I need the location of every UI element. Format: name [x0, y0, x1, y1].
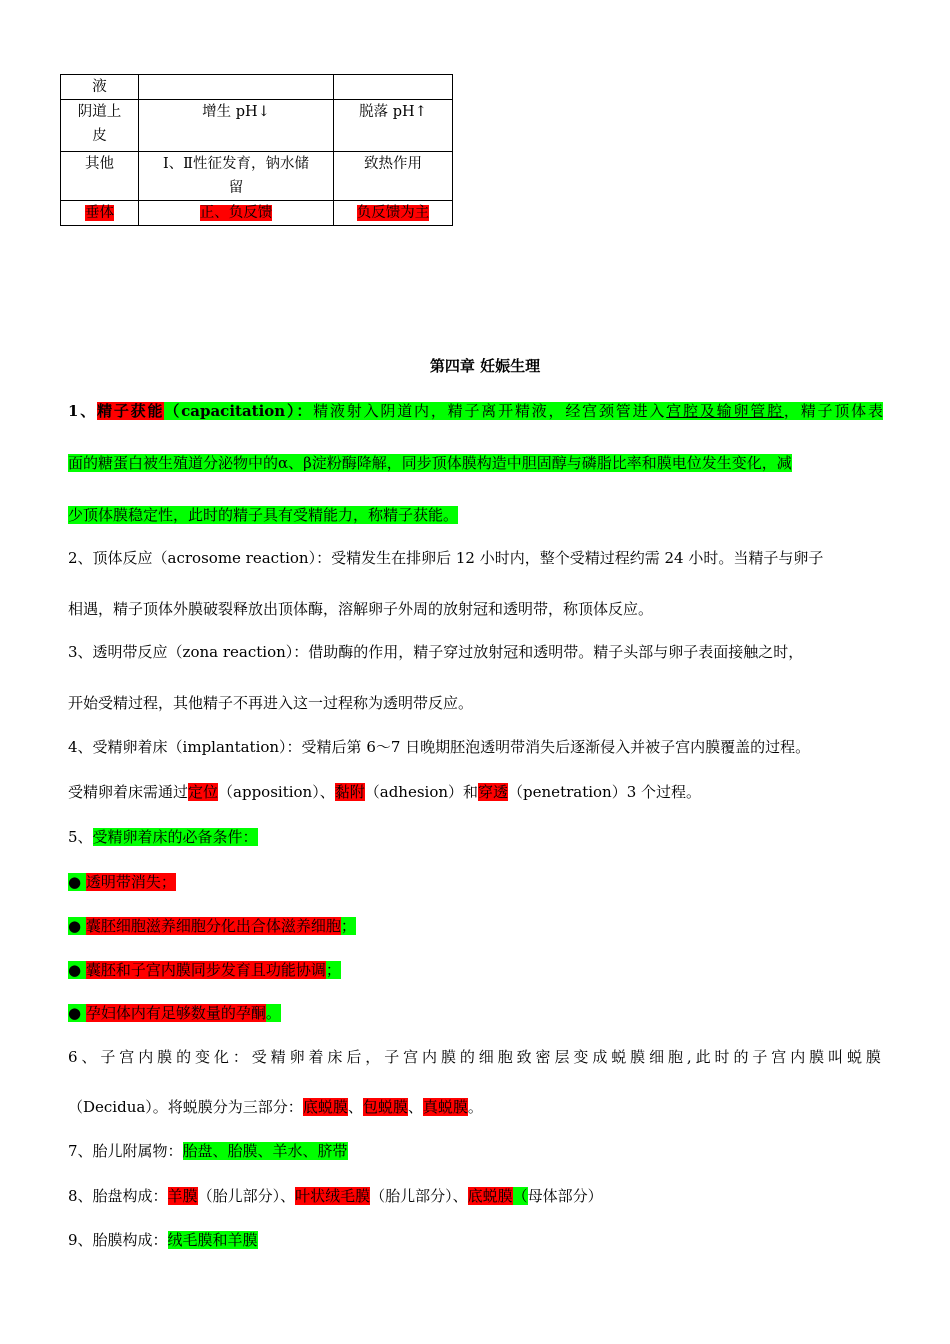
highlighted-text: 底蜕膜	[467, 1187, 513, 1205]
text: 、	[407, 1098, 423, 1116]
table-cell	[61, 100, 139, 152]
highlighted-text: 胎盘、胎膜、羊水、脐带	[182, 1142, 348, 1160]
text: 、	[347, 1098, 363, 1116]
underlined-text: 宫腔及输卵管腔	[666, 402, 784, 420]
table-cell: 脱落 pH↑	[334, 100, 453, 152]
table-cell: 增生 pH↓	[139, 100, 334, 152]
cell-line: 阴道上	[77, 104, 122, 120]
text: 。	[265, 1004, 281, 1022]
text: ；	[325, 961, 341, 979]
highlighted-text: 透明带消失；	[85, 873, 176, 891]
text: （胎儿部分）、	[197, 1187, 296, 1205]
text: （Decidua）。将蜕膜分为三部分：	[68, 1098, 303, 1116]
item-3-line-2: 开始受精过程，其他精子不再进入这一过程称为透明带反应。	[68, 694, 474, 712]
term-english: （capacitation）：	[164, 402, 314, 420]
text: 受精卵着床需通过	[68, 783, 189, 801]
highlighted-text: 叶状绒毛膜	[295, 1187, 371, 1205]
item-1-line-3	[68, 504, 883, 525]
item-7	[68, 1140, 883, 1161]
bullet-icon: ●	[68, 961, 82, 979]
highlighted-text: 孕妇体内有足够数量的孕酮	[85, 1004, 266, 1022]
item-4-line-2	[68, 781, 883, 802]
item-number: 5、	[68, 828, 93, 846]
item-6-line-1: 6、子宫内膜的变化：受精卵着床后，子宫内膜的细胞致密层变成蜕膜细胞,此时的子宫内膜叫蜕膜	[68, 1048, 883, 1066]
bullet-icon: ●	[68, 1004, 82, 1022]
highlighted-text: 囊胚和子宫内膜同步发育且功能协调	[85, 961, 326, 979]
highlighted-text: 正、负反馈	[199, 205, 273, 221]
highlighted-text: 穿透	[478, 783, 509, 801]
table-row	[61, 75, 453, 100]
item-6-line-2	[68, 1096, 883, 1117]
table-cell	[139, 201, 334, 226]
text: 精液射入阴道内，精子离开精液，经宫颈管进入	[313, 402, 667, 420]
highlighted-text: 负反馈为主	[356, 205, 430, 221]
item-4-line-1: 4、受精卵着床（implantation）：受精后第 6～7 日晚期胚泡透明带消失后逐渐侵入并被子宫内膜覆盖的过程。	[68, 738, 811, 756]
highlighted-text: 羊膜	[167, 1187, 198, 1205]
table-row	[61, 152, 453, 201]
bullet-item	[68, 1002, 883, 1023]
table-cell	[334, 201, 453, 226]
highlighted-text: 黏附	[334, 783, 365, 801]
text: （adhesion）和	[364, 783, 479, 801]
table-cell	[139, 152, 334, 201]
highlighted-text: 定位	[188, 783, 219, 801]
highlighted-text: 绒毛膜和羊膜	[167, 1231, 258, 1249]
item-1-line-2	[68, 452, 883, 473]
chapter-title: 第四章 妊娠生理	[429, 357, 541, 375]
item-1-line-1	[68, 400, 883, 421]
cell-line: Ⅰ、Ⅱ性征发育，钠水储	[162, 156, 310, 172]
text: ；	[340, 917, 356, 935]
text: 面的糖蛋白被生殖道分泌物中的α、β淀粉酶降解，同步顶体膜构造中胆固醇与磷脂比率和膜电位发生变化，减	[68, 454, 792, 472]
bullet-item	[68, 915, 883, 936]
highlighted-text: 受精卵着床的必备条件：	[92, 828, 258, 846]
text: 。	[467, 1098, 483, 1116]
text: ，精子顶体表	[783, 402, 883, 420]
highlighted-text: 包蜕膜	[362, 1098, 408, 1116]
highlighted-text: 底蜕膜	[302, 1098, 348, 1116]
term-highlight: 精子获能	[97, 402, 165, 420]
text: （胎儿部分）、	[370, 1187, 468, 1205]
text: （apposition）、	[218, 783, 335, 801]
item-5-heading	[68, 826, 883, 847]
highlighted-text: 真蜕膜	[422, 1098, 468, 1116]
item-number: 1、	[68, 402, 98, 420]
table-row	[61, 100, 453, 152]
table-cell	[334, 75, 453, 100]
item-2-line-1: 2、顶体反应（acrosome reaction）：受精发生在排卵后 12 小时内，整个受精过程约需 24 小时。当精子与卵子	[68, 549, 824, 567]
table-cell	[139, 75, 334, 100]
text: 母体部分）	[527, 1187, 603, 1205]
cell-line: 皮	[92, 128, 107, 144]
table-cell: 液	[61, 75, 139, 100]
table-row	[61, 201, 453, 226]
table-cell: 其他	[61, 152, 139, 201]
table-cell	[61, 201, 139, 226]
highlighted-text: 囊胚细胞滋养细胞分化出合体滋养细胞	[85, 917, 341, 935]
text: 7、胎儿附属物：	[68, 1142, 183, 1160]
bullet-item	[68, 959, 883, 980]
bullet-icon: ●	[68, 873, 82, 891]
item-8	[68, 1185, 883, 1206]
highlighted-text: 垂体	[85, 205, 114, 221]
hormone-comparison-table	[60, 74, 453, 226]
highlighted-text: （	[512, 1187, 528, 1205]
text: （penetration）3 个过程。	[508, 783, 702, 801]
item-3-line-1: 3、透明带反应（zona reaction）：借助酶的作用，精子穿过放射冠和透明带。精子头部与卵子表面接触之时，	[68, 643, 804, 661]
bullet-item	[68, 871, 883, 892]
text: 少顶体膜稳定性，此时的精子具有受精能力，称精子获能。	[68, 506, 459, 524]
table-cell: 致热作用	[334, 152, 453, 201]
cell-line: 留	[228, 180, 244, 196]
text: 9、胎膜构成：	[68, 1231, 168, 1249]
text: 8、胎盘构成：	[68, 1187, 168, 1205]
bullet-icon: ●	[68, 917, 82, 935]
item-2-line-2: 相遇，精子顶体外膜破裂释放出顶体酶，溶解卵子外周的放射冠和透明带，称顶体反应。	[68, 600, 654, 618]
item-9	[68, 1229, 883, 1250]
